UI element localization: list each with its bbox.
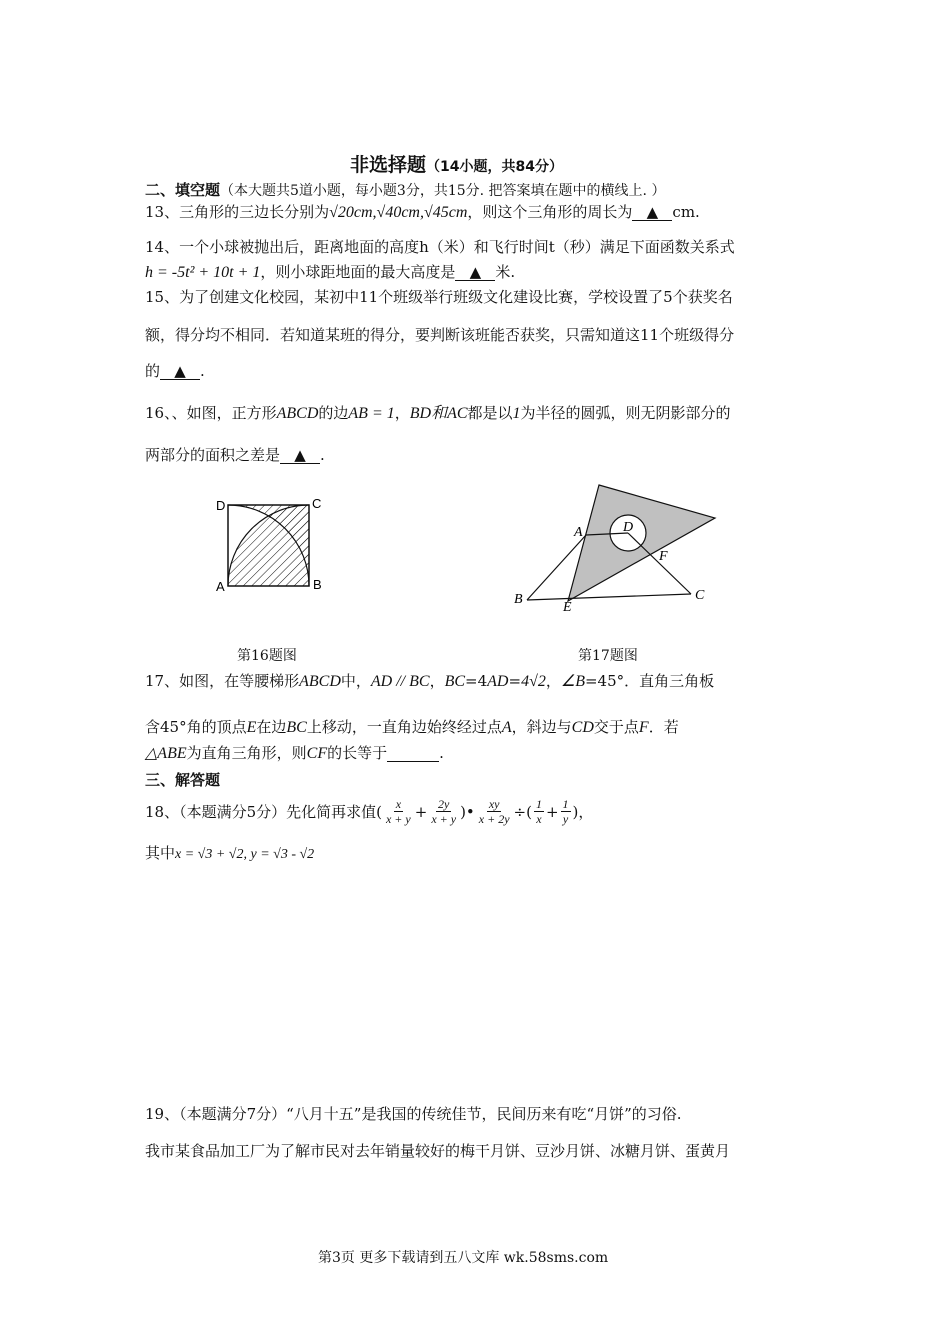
q17-cf: CF [306,745,328,762]
q16-t1: 的边 [318,404,349,422]
label-c: C [695,588,705,603]
q16-line2-prefix: 两部分的面积之差是 [145,446,281,464]
q17-t1: 中， [340,672,371,690]
question-16-line1: 16、、如图，正方形ABCD的边AB = 1，BD和AC都是以1为半径的圆弧，则无阴影部分的 [145,404,731,422]
question-15-line2: 额，得分均不相同．若知道某班的得分，要判断该班能否获奖，只需知道这11个班级得分 [145,326,735,344]
q13-middle: ，则这个三角形的周长为 [467,203,633,221]
q17-line3-c: 的长等于 [327,744,388,762]
q17-line2-c: 上移动，一直角边始终经过点 [306,718,502,736]
q17-line2-f: ．若 [648,718,679,736]
question-17-line3 [145,742,444,763]
q18-dot: )• [460,802,475,821]
question-16-line2 [145,444,325,465]
q17-line2-b: 在边 [256,718,287,736]
q13-prefix: 13、三角形的三边长分别为 [145,203,330,221]
label-a: A [574,525,583,540]
q17-bc-val: =4 [465,672,488,690]
q17-e: E [246,719,257,736]
q17-line2-a: 含45°角的顶点 [145,718,247,736]
q16-square: ABCD [276,405,319,422]
figure-17 [510,478,730,613]
q16-t2: 都是以 [467,404,513,422]
q16-radius: 1 [512,405,521,422]
answer-blank: ▲ [632,204,672,221]
figure-16 [205,488,335,598]
segment-bc [527,594,691,600]
fraction-1: $\frac{x}{x + y}$ [385,797,411,826]
label-a: A [216,579,225,594]
fraction-2: $\frac{2y}{x + y}$ [431,797,457,826]
question-19-line2: 我市某食品加工厂为了解市民对去年销量较好的梅干月饼、豆沙月饼、冰糖月饼、蛋黄月 [145,1142,731,1160]
q17-ad-eq: = [508,672,522,690]
q18-plus-2: + [545,802,559,821]
fraction-3: $\frac{xy}{x + 2y}$ [478,797,510,826]
section2-heading-line [145,179,665,200]
q17-cd: CD [571,719,594,736]
q17-ad: AD [487,673,509,690]
label-d: D [216,498,226,513]
q17-f: F [638,719,649,736]
label-c: C [312,496,322,511]
section3-heading: 三、解答题 [145,771,221,789]
answer-blank: ▲ [455,264,495,281]
question-13 [145,201,700,222]
title-main: 非选择题 [350,154,427,176]
q14-middle: ，则小球距地面的最大高度是 [260,263,456,281]
q13-side-1: √20cm, [329,204,377,221]
figure-17-caption: 第17题图 [578,648,638,664]
question-14-line2 [145,261,515,282]
q17-trapezoid: ABCD [299,673,341,690]
q18-values: x = √3 + √2, y = √3 - √2 [175,847,315,862]
q17-bc2: BC [286,719,307,736]
q18-plus-1: + [414,802,428,821]
page-footer: 第3页 更多下载请到五八文库 wk.58sms.com [318,1250,609,1266]
question-14-line1: 14、一个小球被抛出后，距离地面的高度h（米）和飞行时间t（秒）满足下面函数关系式 [145,238,735,256]
label-b: B [514,592,523,607]
q17-bc: BC [444,673,466,690]
label-f: F [659,549,668,564]
figure-16-caption: 第16题图 [237,648,297,664]
question-17-line2 [145,716,679,737]
q18-div: ÷( [513,802,532,821]
answer-blank: ▲ [160,363,200,380]
q15-line3-suffix: . [200,362,205,380]
question-15-line1: 15、为了创建文化校园，某初中11个班级举行班级文化建设比赛，学校设置了5个获奖名 [145,288,733,306]
q13-side-2: √40cm, [376,204,424,221]
question-15-line3 [145,360,205,381]
label-e: E [563,600,572,613]
q16-side: AB = 1 [348,405,395,422]
q16-prefix: 16、、如图，正方形 [145,404,277,422]
question-18-line1 [145,797,593,826]
q18-line2-prefix: 其中 [145,844,176,862]
fraction-5: $\frac{1}{y}$ [562,797,569,826]
q17-t2: ， [429,672,445,690]
shaded-region-lower [228,505,309,586]
q17-prefix: 17、如图，在等腰梯形 [145,672,300,690]
answer-blank [387,745,439,762]
label-d: D [623,520,634,535]
q17-a: A [501,719,512,736]
page-title [350,150,563,177]
q17-t3: ， [545,672,561,690]
fraction-4: $\frac{1}{x}$ [535,797,542,826]
q14-suffix: 米. [495,263,516,281]
q18-close: )， [572,803,594,821]
q14-formula: h = -5t² + 10t + 1 [145,264,261,281]
q17-parallel: AD // BC [370,673,430,690]
q17-ad-val: 4√2 [521,673,546,690]
question-18-line2 [145,842,314,863]
question-19-line1: 19、（本题满分7分）“八月十五”是我国的传统佳节，民间历来有吃“月饼”的习俗. [145,1105,682,1123]
q13-suffix: cm. [672,203,700,221]
q17-line3-b: 为直角三角形，则 [186,744,307,762]
q17-angle: ∠B [560,673,585,690]
q17-line2-e: 交于点 [593,718,639,736]
title-sub: （14小题，共84分） [426,159,563,175]
q13-side-3: √45cm [423,204,468,221]
section2-instruction: （本大题共5道小题，每小题3分，共15分. 把答案填在题中的横线上. ） [220,183,666,199]
q15-line3-prefix: 的 [145,362,161,380]
answer-blank: ▲ [280,447,320,464]
q16-arcs: BD和AC [409,405,468,422]
q17-line3-d: . [439,744,444,762]
q18-prefix: 18、（本题满分5分）先化简再求值( [145,803,382,821]
q17-line2-d: ，斜边与 [511,718,572,736]
q16-line2-suffix: . [320,446,325,464]
label-b: B [313,577,322,592]
q16-t3: 为半径的圆弧，则无阴影部分的 [520,404,731,422]
question-17-line1 [145,670,714,691]
section2-heading: 二、填空题 [145,181,221,199]
q17-angle-val: =45°．直角三角板 [584,672,715,690]
q17-triangle: △ABE [145,745,187,762]
